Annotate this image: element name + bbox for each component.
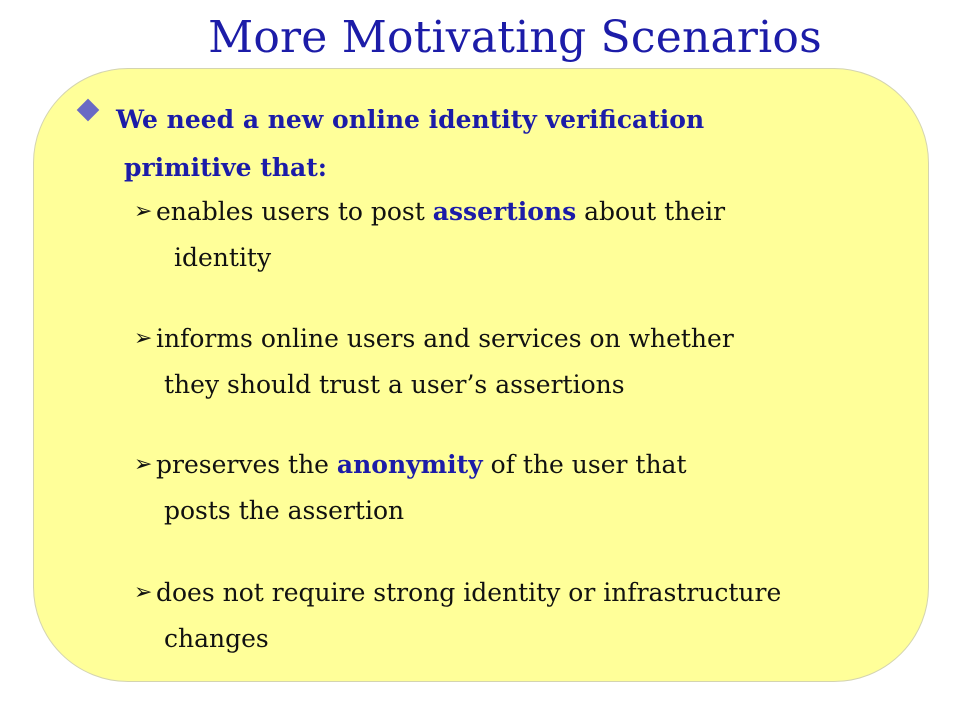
arrow-bullet-icon: ➢ [134,452,153,477]
arrow-bullet-icon: ➢ [134,199,153,224]
highlight-assertions: assertions [432,197,577,226]
sub-bullet-assertions [134,189,924,281]
text-segment: preserves the [156,450,337,479]
text-segment: of the user that [482,450,687,479]
sub-bullet-line2: posts the assertion [164,496,405,525]
sub-bullet-informs [134,316,924,408]
main-bullet-line2: primitive that: [124,153,327,182]
sub-bullet-line1 [134,189,924,235]
sub-bullet-anonymity [134,442,924,534]
sub-bullet-line1: does not require strong identity or infrastructure [156,578,782,607]
sub-bullet-line2: identity [174,243,272,272]
sub-bullet-line1: informs online users and services on whether [156,324,734,353]
arrow-bullet-icon: ➢ [134,326,153,351]
slide-title: More Motivating Scenarios [208,12,822,63]
text-segment: enables users to post [156,197,433,226]
sub-bullet-line2: they should trust a user’s assertions [164,370,625,399]
arrow-bullet-icon: ➢ [134,580,153,605]
main-bullet-line1: We need a new online identity verification [116,105,705,134]
sub-bullet-line1 [134,442,924,488]
sub-bullet-infrastructure [134,570,924,662]
sub-bullet-line2: changes [164,624,269,653]
main-bullet-text [116,96,704,192]
text-segment: about their [576,197,726,226]
highlight-anonymity: anonymity [336,450,483,479]
